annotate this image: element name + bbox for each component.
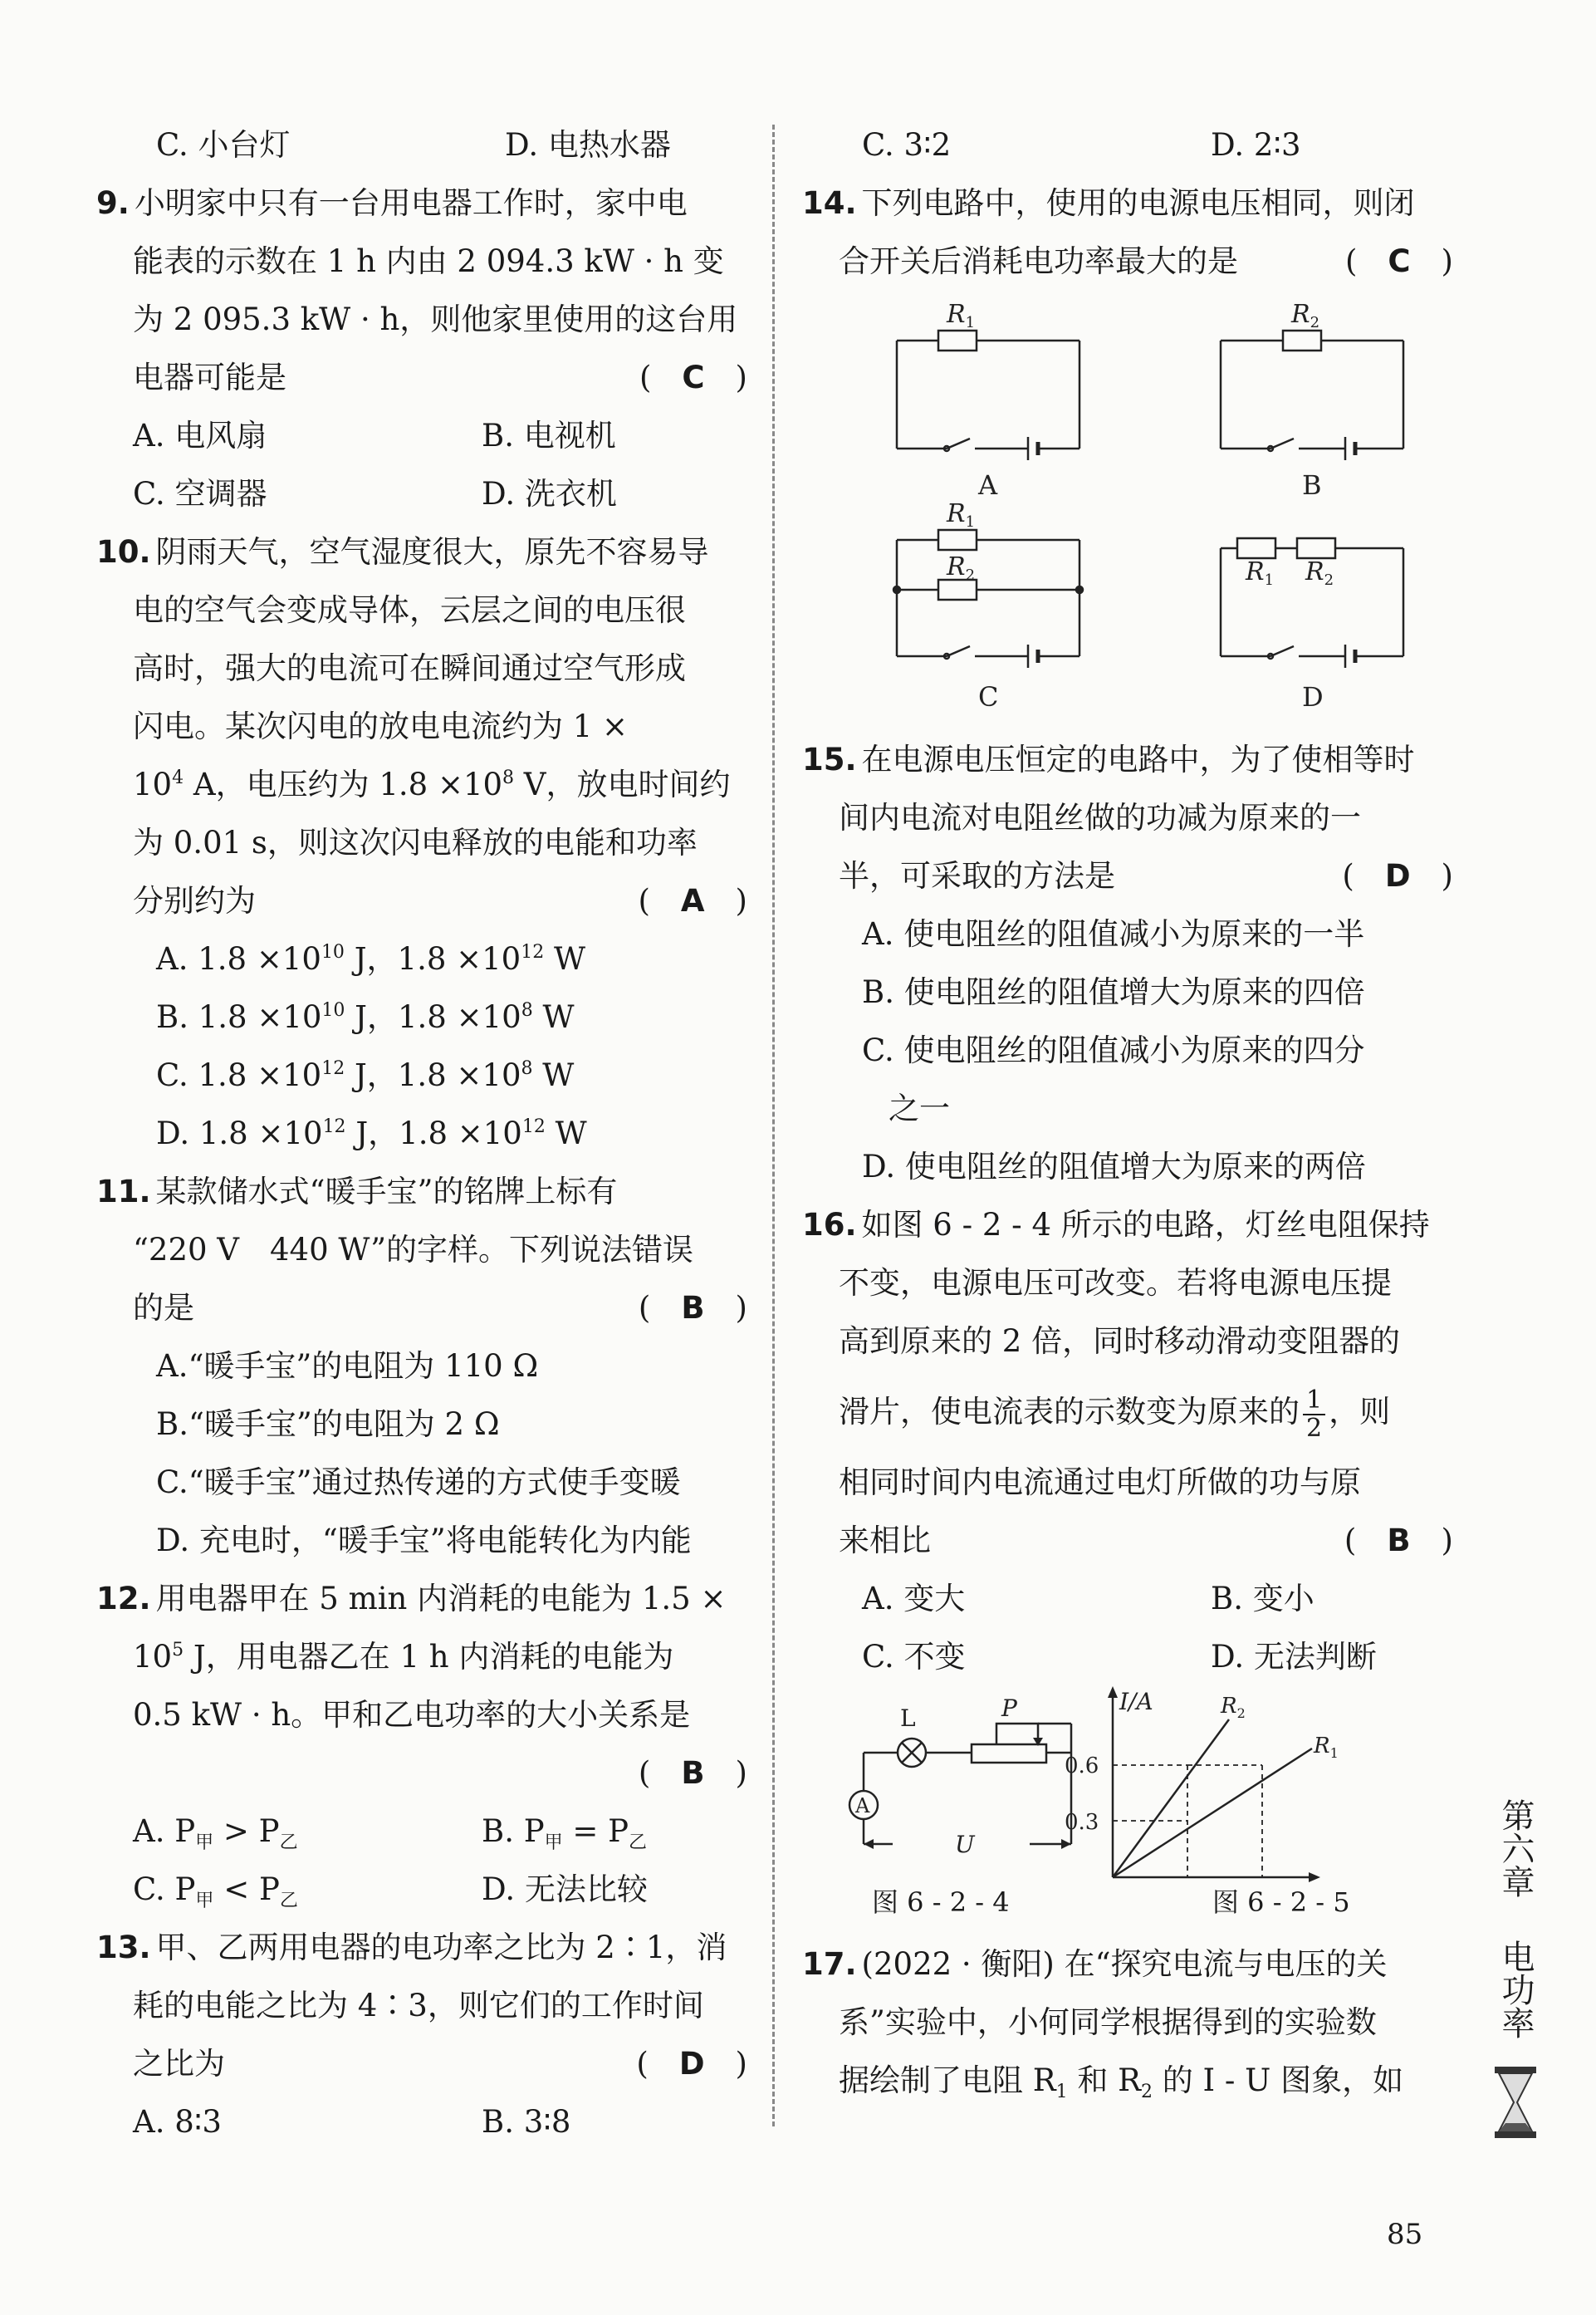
q10-text: 高时，强大的电流可在瞬间通过空气形成 (133, 650, 686, 686)
q13-line-3 (133, 2035, 747, 2093)
q13-option-c: C. 3∶2 (862, 127, 952, 163)
q12-answer: ( B ) (638, 1755, 747, 1791)
column-divider (772, 125, 775, 2126)
label-r1-d: $R_1$ (1246, 557, 1275, 589)
q9-line-2 (133, 233, 747, 291)
ytick-0.3: 0.3 (1065, 1810, 1099, 1835)
q13-option-b: B. 3∶8 (482, 2104, 571, 2140)
q15-text: 半，可采取的方法是 (839, 858, 1115, 894)
q10-text: 10 (133, 767, 173, 802)
q13-option-d: D. 2∶3 (1211, 127, 1301, 163)
q16-options-ab (839, 1570, 1453, 1628)
q12-option-a: A. $P_甲 > P_乙$ (133, 1813, 298, 1853)
q16-text: 不变，电源电压可改变。若将电源电压提 (839, 1265, 1392, 1301)
ammeter-label: A (855, 1794, 870, 1817)
label-r2-c: $R_2$ (947, 552, 976, 584)
q13-text: 耗的电能之比为 4∶3，则它们的工作时间 (133, 1988, 704, 2023)
origin-label (1096, 1885, 1110, 1886)
q10-text: A，电压约为 1.8 ×10 (184, 767, 503, 802)
q15-option-c-cont: 之一 (889, 1091, 950, 1126)
chapter-title: 电功率 (1496, 1940, 1535, 2039)
q16-line-5 (839, 1454, 1453, 1512)
q10-line-2 (133, 581, 747, 640)
q9-option-b: B. 电视机 (482, 418, 616, 454)
chapter-sidebar (1486, 1786, 1545, 2149)
fig-6-2-4-caption: 图 6 - 2 - 4 (872, 1886, 1010, 1918)
q16-option-b: B. 变小 (1211, 1581, 1314, 1616)
q12-option-b: B. $P_甲 = P_乙$ (482, 1813, 648, 1853)
q10-text: 电的空气会变成导体，云层之间的电压很 (133, 592, 686, 628)
hourglass-icon (1486, 2065, 1545, 2149)
q9-options-cd (133, 465, 747, 523)
label-r1-c: $R_1$ (947, 499, 976, 531)
q11-option-b: B.“暖手宝”的电阻为 2 Ω (156, 1406, 500, 1442)
q16-text: 如图 6 - 2 - 4 所示的电路，灯丝电阻保持 (861, 1207, 1430, 1243)
q10-option-c: C. $1.8 \times 10^{12}$ J，$1.8 \times 10^8$ W (156, 1057, 575, 1093)
q16-answer: ( B ) (1344, 1523, 1453, 1558)
q14-answer: ( C ) (1344, 243, 1453, 279)
q14-line-1 (802, 174, 1453, 233)
circuit-c (893, 530, 1083, 668)
q16-line-2 (839, 1254, 1453, 1312)
q15-line-3 (839, 847, 1453, 905)
q10-option-b: B. $1.8 \times 10^{10}$ J，$1.8 \times 10^8$ W (156, 999, 575, 1035)
q10-line-7 (133, 872, 747, 930)
q11-line-3 (133, 1279, 747, 1337)
q9-line-3 (133, 291, 747, 349)
q12-option-c: C. $P_甲 < P_乙$ (133, 1871, 298, 1911)
q13-option-a: A. 8∶3 (133, 2104, 222, 2140)
q13-answer: ( D ) (636, 2046, 747, 2082)
q8-option-d: D. 电热水器 (505, 127, 671, 163)
q9-text: 电器可能是 (133, 360, 286, 395)
q13-line-1 (96, 1919, 747, 1977)
q16-line-1 (802, 1196, 1453, 1254)
q10-line-6 (133, 814, 747, 872)
chapter-label: 第六章 (1496, 1798, 1535, 1898)
q15-answer: ( D ) (1342, 858, 1453, 894)
circuit-label-d: D (1302, 681, 1324, 713)
exponent: 8 (502, 768, 515, 788)
q16-line-6 (839, 1512, 1453, 1570)
right-column (802, 116, 1453, 2110)
q16-option-d: D. 无法判断 (1211, 1639, 1377, 1675)
q9-number: 9. (96, 185, 130, 221)
q17-text: (2022 · 衡阳) 在“探究电流与电压的关 (861, 1946, 1388, 1982)
ytick-0.6: 0.6 (1065, 1753, 1099, 1778)
q11-line-1 (96, 1163, 747, 1221)
q14-number: 14. (802, 185, 857, 221)
q14-circuit-figures (839, 291, 1453, 731)
r1-label: $R_1$ (1314, 1734, 1339, 1761)
q12-option-d: D. 无法比较 (482, 1871, 648, 1907)
q16-number: 16. (802, 1207, 857, 1243)
q16-line-4 (839, 1371, 1453, 1454)
q13-options-ab (133, 2093, 747, 2151)
q11-option-d: D. 充电时，“暖手宝”将电能转化为内能 (156, 1523, 692, 1558)
q16-text: 滑片，使电流表的示数变为原来的 (839, 1394, 1300, 1430)
q9-answer: ( C ) (639, 360, 747, 395)
line-r2 (1113, 1719, 1229, 1877)
q13-options-tail (839, 116, 1453, 174)
q9-options-ab (133, 407, 747, 465)
q14-text: 下列电路中，使用的电源电压相同，则闭 (861, 185, 1415, 221)
q13-line-2 (133, 1977, 747, 2035)
q11-number: 11. (96, 1174, 151, 1209)
q10-line-1 (96, 523, 747, 581)
q15-line-2 (839, 789, 1453, 847)
q17-line-1 (802, 1935, 1453, 1994)
q13-text: 甲、乙两用电器的电功率之比为 2∶1，消 (155, 1930, 727, 1965)
voltage-label: U (955, 1831, 975, 1858)
label-r2-d: $R_2$ (1305, 557, 1334, 589)
fig-6-2-5-caption: 图 6 - 2 - 5 (1212, 1886, 1350, 1918)
circuit-diagrams (839, 291, 1453, 731)
q11-text: 的是 (133, 1290, 194, 1326)
q16-text: 来相比 (839, 1523, 931, 1558)
figures-svg (839, 1686, 1453, 1886)
q16-line-3 (839, 1312, 1453, 1371)
circuit-label-c: C (978, 681, 999, 713)
q16-text: ，则 (1329, 1394, 1391, 1430)
q9-option-d: D. 洗衣机 (482, 476, 617, 512)
q16-text: 高到原来的 2 倍，同时移动滑动变阻器的 (839, 1323, 1401, 1359)
q15-text: 间内电流对电阻丝做的功减为原来的一 (839, 800, 1361, 836)
q16-figures (839, 1686, 1453, 1935)
q11-option-c: C.“暖手宝”通过热传递的方式使手变暖 (156, 1464, 681, 1500)
q15-line-1 (802, 731, 1453, 789)
q12-line-2: $10^5$ J，用电器乙在 1 h 内消耗的电能为 (133, 1639, 674, 1675)
figure-6-2-5 (1065, 1686, 1339, 1886)
r2-label: $R_2$ (1221, 1694, 1246, 1721)
circuit-label-a: A (978, 469, 998, 501)
q16-option-c: C. 不变 (862, 1639, 966, 1675)
q12-options-ab (133, 1802, 747, 1861)
q9-text: 为 2 095.3 kW · h，则他家里使用的这台用 (133, 302, 738, 337)
exponent: 4 (172, 768, 184, 788)
label-r2-b: $R_2$ (1291, 300, 1320, 331)
q17-number: 17. (802, 1946, 857, 1982)
q16-options-cd (839, 1628, 1453, 1686)
q10-option-d: D. $1.8 \times 10^{12}$ J，$1.8 \times 10^{12}$ W (156, 1116, 587, 1151)
q12-line-3 (133, 1686, 747, 1744)
q10-line-3 (133, 640, 747, 698)
q8-options-tail (133, 116, 747, 174)
q10-text: 闪电。某次闪电的放电电流约为 1 × (133, 709, 629, 744)
circuit-b (1221, 331, 1403, 460)
q11-option-a: A.“暖手宝”的电阻为 110 Ω (156, 1348, 539, 1384)
q9-option-c: C. 空调器 (133, 476, 267, 512)
q15-text: 在电源电压恒定的电路中，为了使相等时 (861, 742, 1415, 777)
q17-text: 系”实验中，小何同学根据得到的实验数 (839, 2004, 1377, 2040)
q10-line-5 (133, 756, 747, 814)
q17-line-2 (839, 1994, 1453, 2052)
q13-number: 13. (96, 1930, 151, 1965)
q10-answer: ( A ) (638, 883, 747, 919)
q16-option-a: A. 变大 (862, 1581, 966, 1616)
q9-text: 能表的示数在 1 h 内由 2 094.3 kW · h 变 (133, 243, 724, 279)
q9-option-a: A. 电风扇 (133, 418, 267, 454)
xtick-3 (1181, 1885, 1195, 1886)
circuit-label-b: B (1302, 469, 1322, 501)
q10-text: 阴雨天气，空气湿度很大，原先不容易导 (155, 534, 709, 570)
q16-text: 相同时间内电流通过电灯所做的功与原 (839, 1464, 1361, 1500)
q11-line-2 (133, 1221, 747, 1279)
q10-option-a: A. $1.8 \times 10^{10}$ J，$1.8 \times 10^{12}$ W (156, 941, 586, 977)
circuit-a (897, 331, 1080, 460)
q10-text: 分别约为 (133, 883, 256, 919)
q14-text: 合开关后消耗电功率最大的是 (839, 243, 1238, 279)
q10-text: 为 0.01 s，则这次闪电释放的电能和功率 (133, 825, 698, 861)
q10-text: V，放电时间约 (514, 767, 731, 802)
q13-text: 之比为 (133, 2046, 225, 2082)
q15-number: 15. (802, 742, 857, 777)
q15-option-b: B. 使电阻丝的阻值增大为原来的四倍 (862, 974, 1365, 1010)
line-r1 (1113, 1749, 1312, 1877)
left-column (96, 116, 747, 2151)
q15-option-d: D. 使电阻丝的阻值增大为原来的两倍 (862, 1149, 1366, 1184)
page-number: 85 (1387, 2218, 1423, 2251)
slider-label: P (1001, 1695, 1017, 1722)
fraction-one-half: $\frac{1}{2}$ (1303, 1387, 1325, 1442)
y-axis-label: I/A (1119, 1688, 1153, 1715)
q15-option-a: A. 使电阻丝的阻值减小为原来的一半 (862, 916, 1365, 952)
label-r1-a: $R_1$ (947, 300, 976, 331)
q12-answer-line (133, 1744, 747, 1802)
q15-option-c: C. 使电阻丝的阻值减小为原来的四分 (862, 1032, 1365, 1068)
q9-text: 小明家中只有一台用电器工作时，家中电 (134, 185, 688, 221)
q11-answer: ( B ) (638, 1290, 747, 1326)
q8-option-c: C. 小台灯 (156, 127, 291, 163)
q9-line-4 (133, 349, 747, 407)
q12-line-1 (96, 1570, 747, 1628)
q11-text: 某款储水式“暖手宝”的铭牌上标有 (155, 1174, 618, 1209)
q10-number: 10. (96, 534, 151, 570)
q12-text: 0.5 kW · h。甲和乙电功率的大小关系是 (133, 1697, 691, 1733)
q12-number: 12. (96, 1581, 151, 1616)
q9-line-1 (96, 174, 747, 233)
lamp-label: L (900, 1704, 916, 1732)
q12-options-cd (133, 1861, 747, 1919)
q14-line-2 (839, 233, 1453, 291)
q17-line-3: 据绘制了电阻 $R_1$ 和 $R_2$ 的 I - U 图象，如 (839, 2062, 1404, 2102)
q12-text: 用电器甲在 5 min 内消耗的电能为 1.5 × (155, 1581, 727, 1616)
q10-line-4 (133, 698, 747, 756)
q11-text: “220 V 440 W”的字样。下列说法错误 (133, 1232, 694, 1268)
